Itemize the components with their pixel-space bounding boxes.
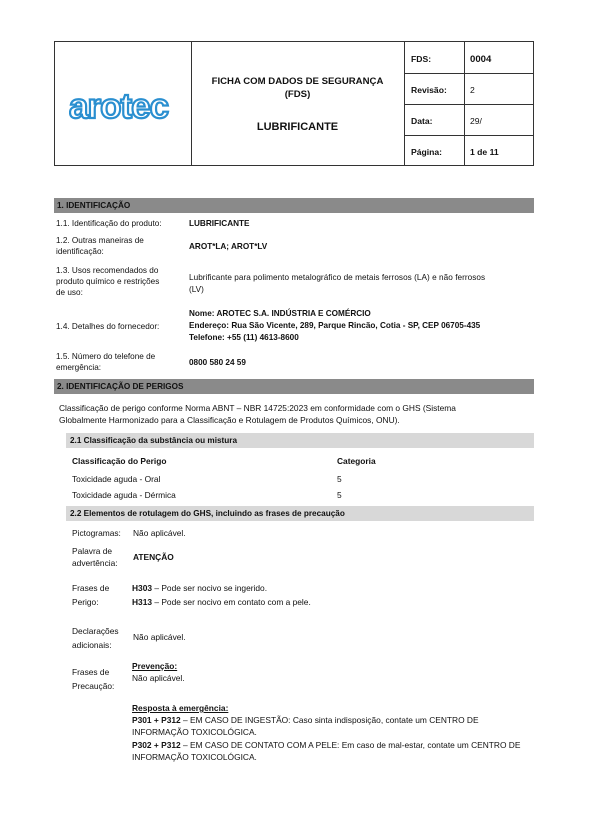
id-produto-value: LUBRIFICANTE [189,219,250,228]
precaution-p302 [132,740,520,751]
p302-text: – EM CASO DE CONTATO COM A PELE: Em caso de mal-estar, contate um CENTRO DE [180,740,521,750]
section-1-header: 1. IDENTIFICAÇÃO [54,198,534,213]
document-header [54,41,534,166]
h313-code: H313 [132,597,153,607]
frases-precaucao-label-1: Frases de [72,667,110,677]
h313-text: – Pode ser nocivo em contato com a pele. [152,597,311,607]
palavra-value: ATENÇÃO [133,552,174,562]
prevencao-title [132,661,177,672]
usos-value-1: Lubrificante para polimento metalográfico de metais ferrosos (LA) e não ferrosos [189,273,486,282]
frases-perigo-label-1: Frases de [72,583,110,593]
outras-maneiras-label-1: 1.2. Outras maneiras de [56,236,144,245]
prevencao-value: Não aplicável. [132,673,185,683]
usos-label-2: produto químico e restrições [56,277,160,286]
outras-maneiras-value: AROT*LA; AROT*LV [189,242,268,251]
revisao-label: Revisão: [411,85,447,95]
hazard-col-header: Classificação do Perigo [72,456,167,466]
header-divider [404,73,533,74]
classificacao-intro-1: Classificação de perigo conforme Norma ABNT – NBR 14725:2023 em conformidade com o GHS (Sistema [59,403,456,413]
fornecedor-endereco: Endereço: Rua São Vicente, 289, Parque Rincão, Cotia - SP, CEP 06705-435 [189,321,481,330]
svg-text:arotec: arotec [69,87,169,126]
palavra-label-1: Palavra de [72,546,113,556]
outras-maneiras-label-2: identificação: [56,247,104,256]
id-produto-label: 1.1. Identificação do produto: [56,219,162,228]
arotec-logo [69,86,181,126]
frases-perigo-label-2: Perigo: [72,597,99,607]
usos-value-2: (LV) [189,285,204,294]
pagina-value: 1 de 11 [470,147,499,157]
emergencia-title-text: Resposta à emergência: [132,703,229,713]
p302-code: P302 + P312 [132,740,181,750]
section-2-header: 2. IDENTIFICAÇÃO DE PERIGOS [54,379,534,394]
classificacao-intro-2: Globalmente Harmonizado para a Classificação e Rotulagem de Produtos Químicos, ONU). [59,415,400,425]
pagina-label: Página: [411,147,443,157]
header-divider [404,104,533,105]
subsection-2-1-header: 2.1 Classificação da substância ou mistura [66,433,534,448]
hazard-category: 5 [337,490,342,500]
fds-label: FDS: [411,54,432,64]
fds-value: 0004 [470,54,492,65]
p301-code: P301 + P312 [132,715,181,725]
declaracoes-label-1: Declarações [72,626,119,636]
prevencao-title-text: Prevenção: [132,661,178,671]
h303-code: H303 [132,583,153,593]
frases-precaucao-label-2: Precaução: [72,681,115,691]
p301-text-cont: INFORMAÇÃO TOXICOLÓGICA. [132,727,257,737]
revisao-value: 2 [470,85,475,95]
fornecedor-label: 1.4. Detalhes do fornecedor: [56,322,160,331]
emergencia-telefone: 0800 580 24 59 [189,358,246,367]
declaracoes-value: Não aplicável. [133,632,186,642]
doc-title-line1: FICHA COM DADOS DE SEGURANÇA [211,76,384,87]
palavra-label-2: advertência: [72,558,118,568]
usos-label-1: 1.3. Usos recomendados do [56,266,159,275]
pictogramas-value: Não aplicável. [133,528,186,538]
data-value: 29/ [470,116,482,126]
doc-title-line2: (FDS) [284,89,311,100]
hazard-statement-h313 [132,597,311,608]
fornecedor-nome: Nome: AROTEC S.A. INDÚSTRIA E COMÉRCIO [189,309,371,318]
hazard-statement-h303 [132,583,267,594]
usos-label-3: de uso: [56,288,83,297]
p302-text-cont: INFORMAÇÃO TOXICOLÓGICA. [132,752,257,762]
emergencia-label-1: 1.5. Número do telefone de [56,352,156,361]
hazard-name: Toxicidade aguda - Dérmica [72,490,176,500]
hazard-category: 5 [337,474,342,484]
hazard-name: Toxicidade aguda - Oral [72,474,161,484]
precaution-p301 [132,715,479,726]
header-divider [191,42,192,165]
emergencia-label-2: emergência: [56,363,102,372]
header-divider [404,135,533,136]
subsection-2-2-header: 2.2 Elementos de rotulagem do GHS, incluindo as frases de precaução [66,506,534,521]
fornecedor-telefone: Telefone: +55 (11) 4613-8600 [189,333,299,342]
data-label: Data: [411,116,433,126]
h303-text: – Pode ser nocivo se ingerido. [152,583,268,593]
declaracoes-label-2: adicionais: [72,640,112,650]
product-name: LUBRIFICANTE [256,121,339,133]
pictogramas-label: Pictogramas: [72,528,121,538]
category-col-header: Categoria [337,456,376,466]
p301-text: – EM CASO DE INGESTÃO: Caso sinta indisposição, contate um CENTRO DE [180,715,479,725]
emergencia-title [132,703,228,714]
